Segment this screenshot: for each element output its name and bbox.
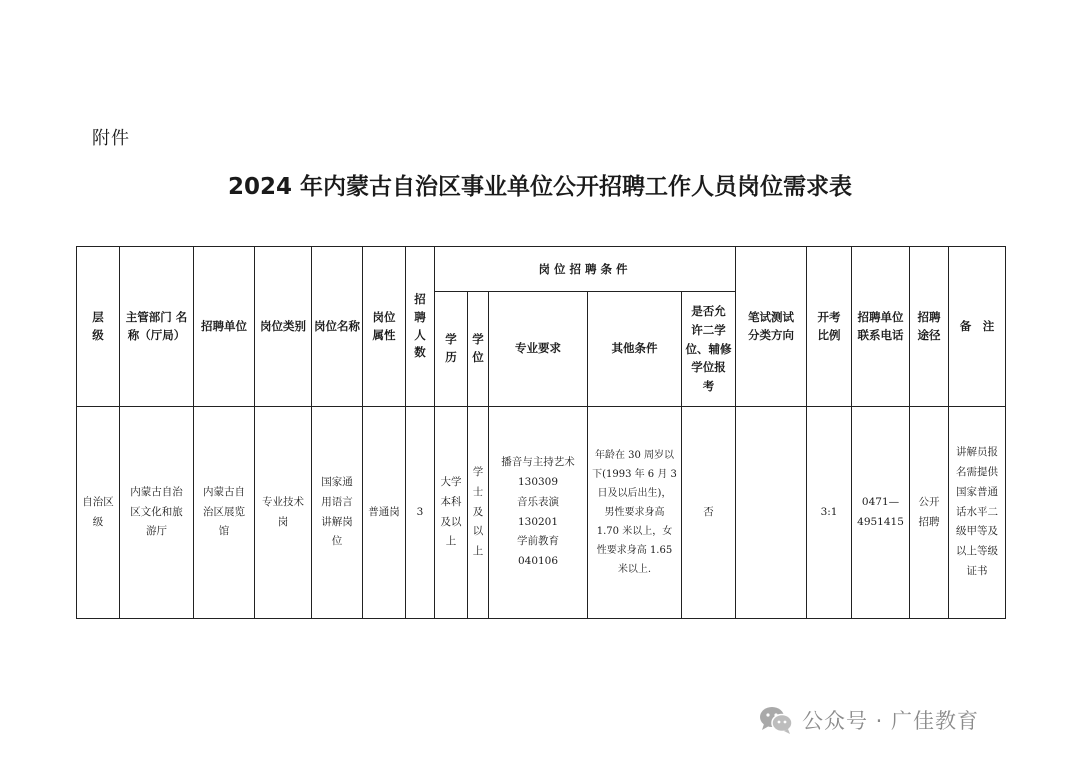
header-education: 学 历 <box>435 292 468 407</box>
header-written-test: 笔试测试 分类方向 <box>736 247 807 407</box>
header-degree: 学 位 <box>468 292 489 407</box>
table-row <box>77 407 1006 619</box>
table-header-row <box>77 247 1006 292</box>
header-category: 岗位类别 <box>255 247 312 407</box>
header-conditions-group: 岗位招聘条件 <box>435 247 736 292</box>
attachment-label: 附件 <box>92 128 130 149</box>
cell-position-name: 国家通 用语言 讲解岗 位 <box>312 407 363 619</box>
header-major: 专业要求 <box>489 292 588 407</box>
header-remarks: 备 注 <box>949 247 1006 407</box>
wechat-icon <box>758 705 794 735</box>
header-phone: 招聘单位 联系电话 <box>852 247 910 407</box>
cell-unit: 内蒙古自 治区展览 馆 <box>194 407 255 619</box>
header-channel: 招聘 途径 <box>910 247 949 407</box>
cell-degree: 学 士 及 以 上 <box>468 407 489 619</box>
cell-phone: 0471— 4951415 <box>852 407 910 619</box>
header-second-degree: 是否允 许二学 位、辅修 学位报 考 <box>682 292 736 407</box>
header-attribute: 岗位 属性 <box>363 247 406 407</box>
position-requirements-table <box>76 246 1006 619</box>
cell-written-test <box>736 407 807 619</box>
cell-major: 播音与主持艺术 130309 音乐表演 130201 学前教育 040106 <box>489 407 588 619</box>
cell-ratio: 3:1 <box>807 407 852 619</box>
watermark-text: 公众号 · 广佳教育 <box>802 709 980 733</box>
header-count: 招 聘 人 数 <box>406 247 435 407</box>
cell-second-degree: 否 <box>682 407 736 619</box>
cell-remarks: 讲解员报 名需提供 国家普通 话水平二 级甲等及 以上等级 证书 <box>949 407 1006 619</box>
header-level: 层 级 <box>77 247 120 407</box>
header-other: 其他条件 <box>588 292 682 407</box>
cell-category: 专业技术 岗 <box>255 407 312 619</box>
cell-level: 自治区 级 <box>77 407 120 619</box>
cell-education: 大学 本科 及以 上 <box>435 407 468 619</box>
cell-channel: 公开 招聘 <box>910 407 949 619</box>
cell-count: 3 <box>406 407 435 619</box>
header-department: 主管部门 名 称（厅局） <box>120 247 194 407</box>
cell-department: 内蒙古自治 区文化和旅 游厅 <box>120 407 194 619</box>
header-position-name: 岗位名称 <box>312 247 363 407</box>
cell-other-conditions: 年龄在 30 周岁以 下(1993 年 6 月 3 日及以后出生)， 男性要求身高 1.70 米以上，女 性要求身高 1.65 米以上. <box>588 407 682 619</box>
header-ratio: 开考 比例 <box>807 247 852 407</box>
header-unit: 招聘单位 <box>194 247 255 407</box>
cell-attribute: 普通岗 <box>363 407 406 619</box>
watermark <box>758 703 979 737</box>
document-title: 2024 年内蒙古自治区事业单位公开招聘工作人员岗位需求表 <box>227 174 853 200</box>
